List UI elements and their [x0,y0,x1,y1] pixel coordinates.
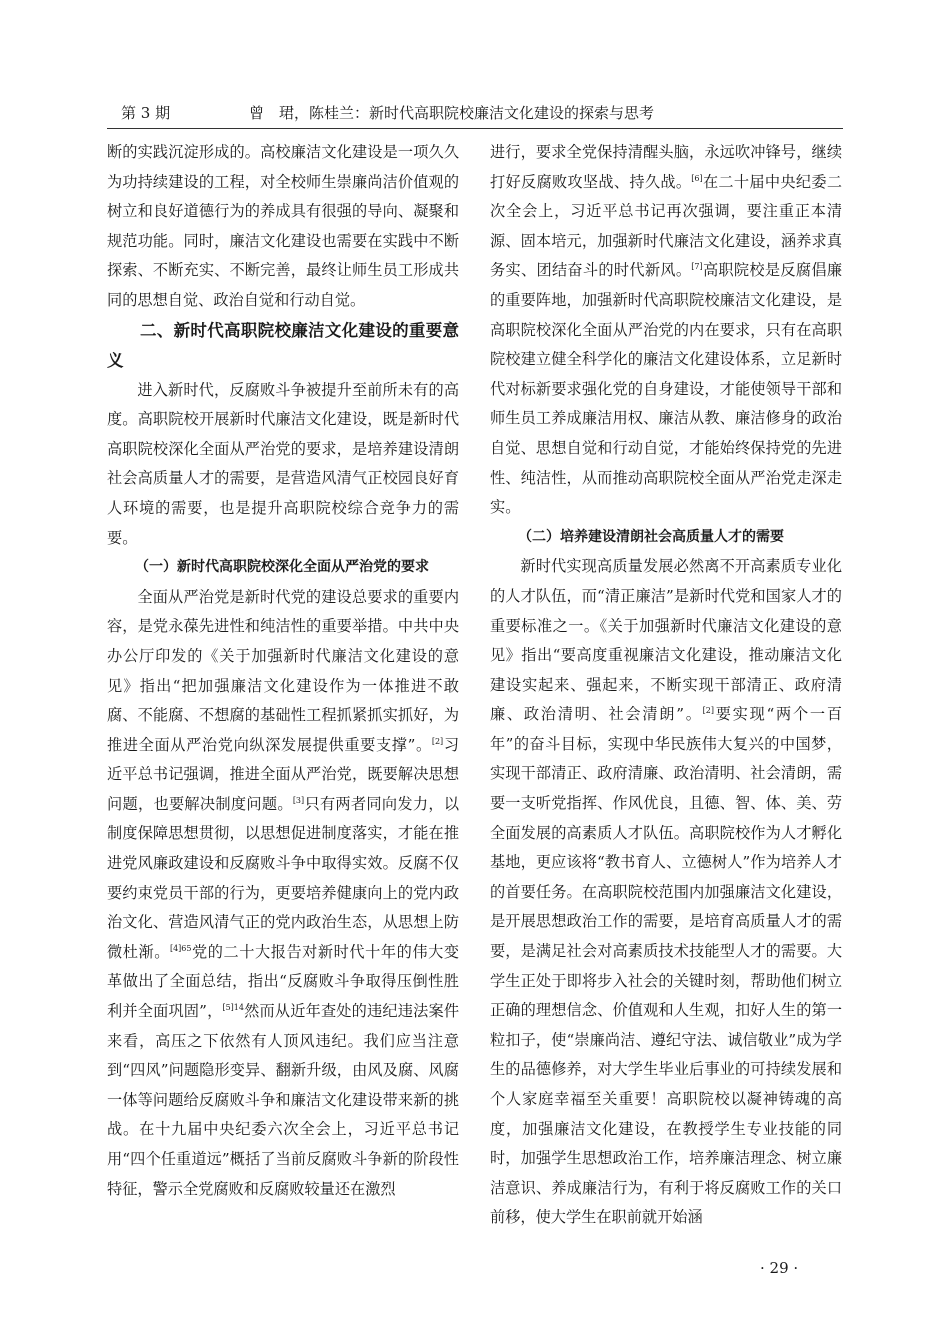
text-run: 进行，要求全党保持清醒头脑，永远吹冲锋号，继续打好反腐败攻坚战、持久战。 [490,143,842,191]
citation-ref: [2] [431,736,444,746]
citation-ref: [6] [691,173,703,183]
citation-ref: [7] [691,262,703,272]
text-run: 新时代实现高质量发展必然离不开高素质专业化的人才队伍，而“清正廉洁”是新时代党和国家人才的重要标准之一。《关于加强新时代廉洁文化建设的意见》指出“要高度重视廉洁文化建设，推动廉洁文化建设实起来、强起来，不断实现干部清正、政府清廉、政治清明、社会清朗”。 [490,557,842,724]
paragraph [490,552,842,1233]
section-heading: 二、新时代高职院校廉洁文化建设的重要意义 [107,320,459,370]
text-run: 只有两者同向发力，以制度保障思想贯彻，以思想促进制度落实，才能在推进党风廉政建设和反腐败斗争中取得实效。反腐不仅要约束党员干部的行为，更要培养健康向上的党内政治文化、营造风清气正的党内政治生态，从思想上防微杜渐。 [107,794,459,961]
header-rule [107,128,843,129]
left-column [107,138,459,1204]
text-run: 要实现“两个一百年”的奋斗目标，实现中华民族伟大复兴的中国梦，实现干部清正、政府清廉、政治清明、社会清朗，需要一支听党指挥、作风优良，且德、智、体、美、劳全面发展的高素质人才队伍。高职院校作为人才孵化基地，更应该将“教书育人、立德树人”作为培养人才的首要任务。在高职院校范围内加强廉洁文化建设，是开展思想政治工作的需要，是培育高质量人才的需要，是满足社会对高素质技术技能型人才的需要。大学生正处于即将步入社会的关键时刻，帮助他们树立正确的理想信念、价值观和人生观，扣好人生的第一粒扣子，使“崇廉尚洁、遵纪守法、诚信敬业”成为学生的品德修养，对大学生毕业后事业的可持续发展和个人家庭幸福至关重要！高职院校以凝神铸魂的高度，加强廉洁文化建设，在教授学生专业技能的同时，加强学生思想政治工作，培养廉洁理念、树立廉洁意识、养成廉洁行为，有利于将反腐败工作的关口前移，使大学生在职前就开始涵 [490,705,843,1227]
citation-ref: [2] [702,706,714,716]
running-title: 曾 珺，陈桂兰：新时代高职院校廉洁文化建设的探索与思考 [249,104,655,122]
paragraph [107,583,459,1204]
text-run: 高职院校是反腐倡廉的重要阵地，加强新时代高职院校廉洁文化建设，是高职院校深化全面从严治党的内在要求，只有在高职院校建立健全科学化的廉洁文化建设体系，立足新时代对标新要求强化党的自身建设，才能使领导干部和师生员工养成廉洁用权、廉洁从教、廉洁修身的政治自觉、思想自觉和行动自觉，才能始终保持党的先进性、纯洁性，从而推动高职院校全面从严治党走深走实。 [490,261,842,517]
text-run: 党的二十大报告对新时代十年的伟大变革做出了全面总结，指出“反腐败斗争取得压倒性胜利并全面巩固”， [107,942,460,1021]
page-number: · 29 · [760,1259,799,1277]
text-run: 在二十届中央纪委二次全会上，习近平总书记再次强调，要注重正本清源、固本培元，加强新时代廉洁文化建设，涵养求真务实、团结奋斗的时代新风。 [490,172,842,280]
subsection-heading-1: （一）新时代高职院校深化全面从严治党的要求 [135,559,429,576]
issue-number: 第 3 期 [121,104,171,122]
paragraph: 进入新时代，反腐败斗争被提升至前所未有的高度。高职院校开展新时代廉洁文化建设，既是新时代高职院校深化全面从严治党的要求，是培养建设清朗社会高质量人才的需要，是营造风清气正校园良好育人环境的需要，也是提升高职院校综合竞争力的需要。 [107,380,459,547]
paragraph-continued [490,138,842,523]
subsection-heading-2: （二）培养建设清朗社会高质量人才的需要 [518,528,784,545]
citation-ref: [5]14 [222,1002,244,1012]
citation-ref: [4]65 [169,943,192,953]
text-run: 习近平总书记强调，推进全面从严治党，既要解决思想问题，也要解决制度问题。 [107,735,460,813]
citation-ref: [3] [292,795,305,805]
running-header [107,100,843,126]
text-run: 然而从近年查处的违纪违法案件来看，高压之下依然有人顶风违纪。我们应当注意到“四风”问题隐形变异、翻新升级，由风及腐、风腐一体等问题给反腐败斗争和廉洁文化建设带来新的挑战。在十九届中央纪委六次全会上，习近平总书记用“四个任重道远”概括了当前反腐败斗争新的阶段性特征，警示全党腐败和反腐败较量还在激烈 [107,1002,459,1198]
right-column [490,138,842,1233]
paragraph-continued: 断的实践沉淀形成的。高校廉洁文化建设是一项久久为功持续建设的工程，对全校师生崇廉尚洁价值观的树立和良好道德行为的养成具有很强的导向、凝聚和规范功能。同时，廉洁文化建设也需要在实践中不断探索、不断充实、不断完善，最终让师生员工形成共同的思想自觉、政治自觉和行动自觉。 [107,143,459,309]
text-run: 全面从严治党是新时代党的建设总要求的重要内容，是党永葆先进性和纯洁性的重要举措。中共中央办公厅印发的《关于加强新时代廉洁文化建设的意见》指出“把加强廉洁文化建设作为一体推进不敢腐、不能腐、不想腐的基础性工程抓紧抓实抓好，为推进全面从严治党向纵深发展提供重要支撑”。 [107,587,459,754]
